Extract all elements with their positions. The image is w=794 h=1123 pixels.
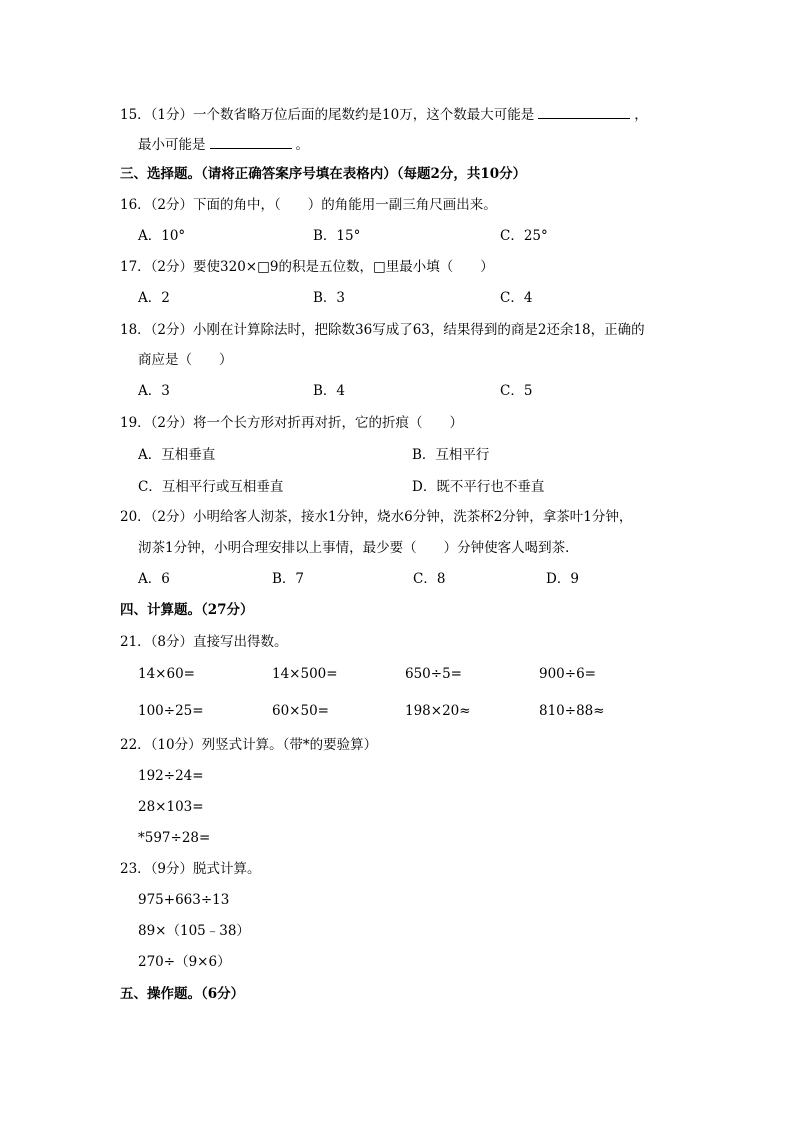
q16-option-c[interactable]: C．25° [500,228,548,244]
q15-line1 [120,104,648,125]
q16-option-b[interactable]: B．15° [313,228,361,244]
section3-heading: 三、选择题。（请将正确答案序号填在表格内）（每题2分，共10分） [120,166,527,182]
q18-stem-line1: 18．（2分）小刚在计算除法时，把除数36写成了63，结果得到的商是2还余18，正确的 [120,322,645,338]
q21-expr-4: 900÷6= [539,666,596,682]
q21-expr-6: 60×50= [272,703,329,719]
q23-stem: 23．（9分）脱式计算。 [120,861,261,877]
q15-blank-max[interactable] [538,104,630,119]
q19-option-a[interactable]: A．互相垂直 [138,447,216,463]
q17-option-a[interactable]: A．2 [138,290,170,306]
q20-stem-line2: 沏茶1分钟，小明合理安排以上事情，最少要（ ）分钟使客人喝到茶． [138,540,579,556]
q21-expr-2: 14×500= [272,666,338,682]
q16-option-a[interactable]: A．10° [138,228,186,244]
q22-item-1: 192÷24= [138,768,204,784]
section5-heading: 五、操作题。（6分） [120,986,245,1002]
section4-heading: 四、计算题。（27分） [120,602,254,618]
q18-option-c[interactable]: C．5 [500,383,533,399]
q18-option-a[interactable]: A．3 [138,383,170,399]
q22-stem: 22．（10分）列竖式计算。（带*的要验算） [120,737,378,753]
q15-text-a: 15．（1分）一个数省略万位后面的尾数约是10万，这个数最大可能是 [120,107,535,123]
q15-line2 [138,134,309,155]
q21-expr-1: 14×60= [138,666,195,682]
q21-stem: 21．（8分）直接写出得数。 [120,634,288,650]
q20-option-c[interactable]: C．8 [413,571,446,587]
q15-text-c: 最小可能是 [138,137,206,153]
q21-expr-7: 198×20≈ [405,703,471,719]
q21-expr-8: 810÷88≈ [539,703,605,719]
q20-option-b[interactable]: B．7 [272,571,305,587]
q19-option-b[interactable]: B．互相平行 [412,447,490,463]
q15-text-b: ， [634,107,648,123]
q19-option-d[interactable]: D．既不平行也不垂直 [412,479,545,495]
q15-blank-min[interactable] [210,134,292,149]
q21-expr-5: 100÷25= [138,703,204,719]
q18-option-b[interactable]: B．4 [313,383,346,399]
q20-option-a[interactable]: A．6 [138,571,170,587]
q17-option-c[interactable]: C．4 [500,290,533,306]
q15-text-d: 。 [295,137,309,153]
q19-stem: 19．（2分）将一个长方形对折再对折，它的折痕（ ） [120,415,464,431]
q17-option-b[interactable]: B．3 [313,290,346,306]
q17-stem: 17．（2分）要使320×□9的积是五位数，□里最小填（ ） [120,259,494,275]
q23-item-2: 89×（105﹣38） [138,923,250,939]
q23-item-3: 270÷（9×6） [138,954,231,970]
q22-item-2: 28×103= [138,799,204,815]
q22-item-3: *597÷28= [138,830,211,846]
q19-option-c[interactable]: C．互相平行或互相垂直 [138,479,284,495]
q20-stem-line1: 20．（2分）小明给客人沏茶，接水1分钟，烧水6分钟，洗茶杯2分钟，拿茶叶1分钟， [120,509,633,525]
q16-stem: 16．（2分）下面的角中，（ ）的角能用一副三角尺画出来。 [120,197,497,213]
q21-expr-3: 650÷5= [405,666,462,682]
q20-option-d[interactable]: D．9 [546,571,579,587]
q18-stem-line2: 商应是（ ） [138,352,233,368]
q23-item-1: 975+663÷13 [138,892,230,908]
